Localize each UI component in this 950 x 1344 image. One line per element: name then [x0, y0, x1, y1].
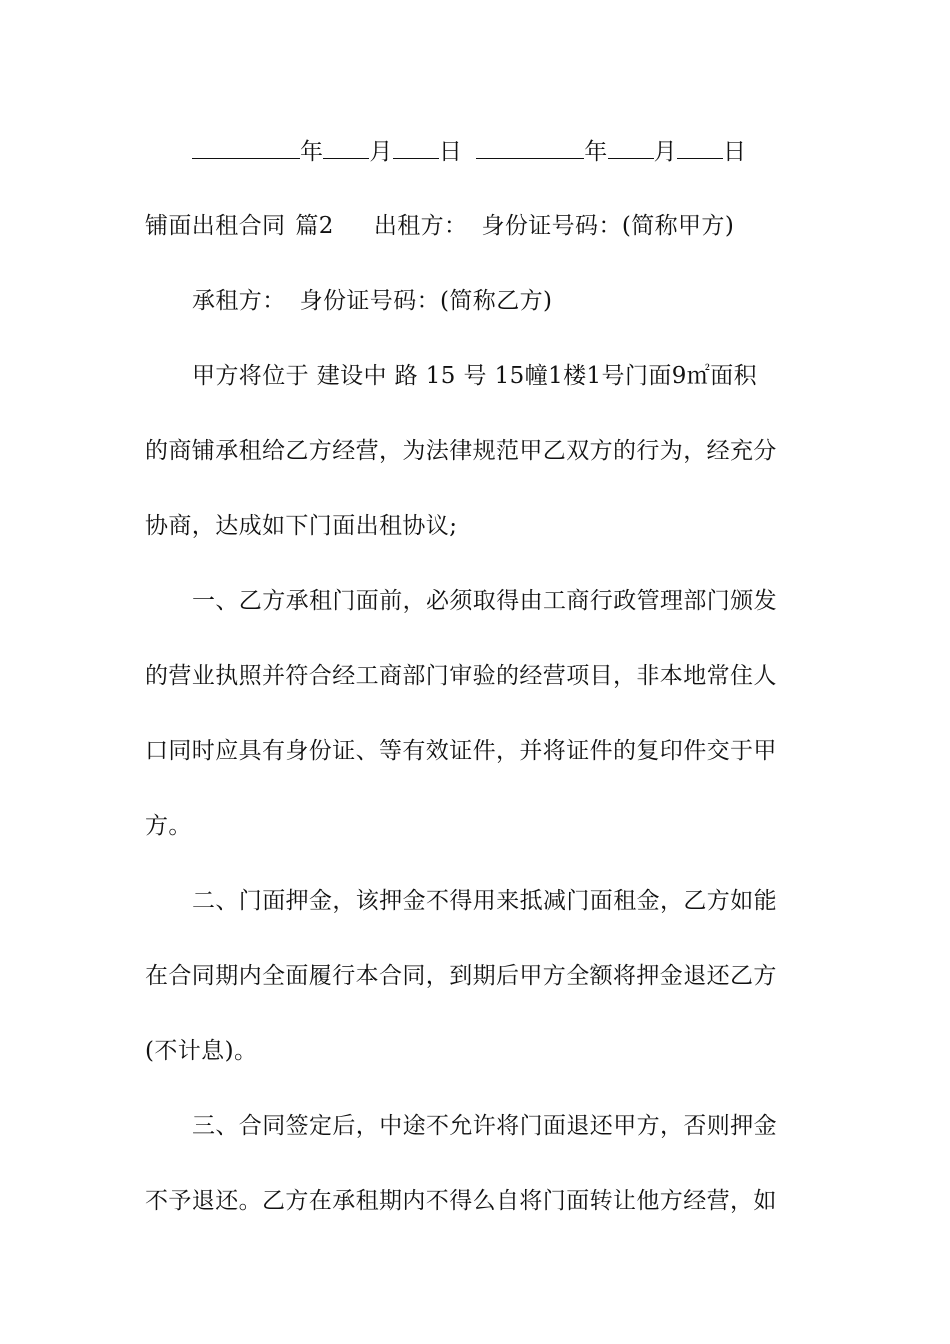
paragraph-4-line-2: 不予退还。乙方在承租期内不得么自将门面转让他方经营，如 — [145, 1188, 777, 1214]
paragraph-2-line-2: 的营业执照并符合经工商部门审验的经营项目，非本地常住人 — [145, 663, 777, 689]
paragraph-2-line-1: 一、乙方承租门面前，必须取得由工商行政管理部门颁发 — [192, 588, 777, 614]
paragraph-2-line-4: 方。 — [145, 813, 192, 839]
month-label-1: 月 — [369, 139, 393, 165]
paragraph-3-line-1: 二、门面押金，该押金不得用来抵减门面租金，乙方如能 — [192, 888, 777, 914]
paragraph-2-line-3: 口同时应具有身份证、等有效证件，并将证件的复印件交于甲 — [145, 738, 777, 764]
month-blank-2 — [608, 136, 654, 159]
day-blank-1 — [393, 136, 439, 159]
paragraph-1-line-1: 甲方将位于 建设中 路 15 号 15幢1楼1号门面9㎡面积 — [192, 363, 757, 389]
paragraph-3-line-2: 在合同期内全面履行本合同，到期后甲方全额将押金退还乙方 — [145, 963, 777, 989]
lessee-label: 承租方： — [192, 288, 286, 314]
day-label-1: 日 — [438, 139, 463, 165]
lessor-abbr: (简称甲方) — [621, 213, 735, 239]
year-label-2: 年 — [584, 139, 608, 165]
paragraph-4-line-1: 三、合同签定后，中途不允许将门面退还甲方，否则押金 — [192, 1113, 777, 1139]
lessee-abbr: (简称乙方) — [440, 288, 553, 314]
paragraph-1-line-3: 协商，达成如下门面出租协议; — [145, 513, 458, 539]
month-blank-1 — [323, 136, 369, 159]
lessor-label: 出租方： — [373, 213, 468, 239]
day-label-2: 日 — [723, 139, 747, 165]
lessor-id-label: 身份证号码： — [481, 213, 622, 239]
paragraph-1-line-2: 的商铺承租给乙方经营，为法律规范甲乙双方的行为，经充分 — [145, 438, 777, 464]
contract-title: 铺面出租合同 — [145, 213, 286, 239]
date-line — [192, 136, 857, 168]
title-line — [145, 210, 810, 242]
month-label-2: 月 — [653, 139, 678, 165]
lessee-line — [192, 285, 857, 317]
day-blank-2 — [677, 136, 723, 159]
contract-part: 篇2 — [295, 213, 334, 239]
year-blank-2 — [476, 136, 584, 159]
year-label-1: 年 — [300, 139, 324, 165]
year-blank-1 — [192, 136, 300, 159]
paragraph-3-line-3: (不计息)。 — [145, 1038, 258, 1064]
lessee-id-label: 身份证号码： — [299, 288, 441, 314]
